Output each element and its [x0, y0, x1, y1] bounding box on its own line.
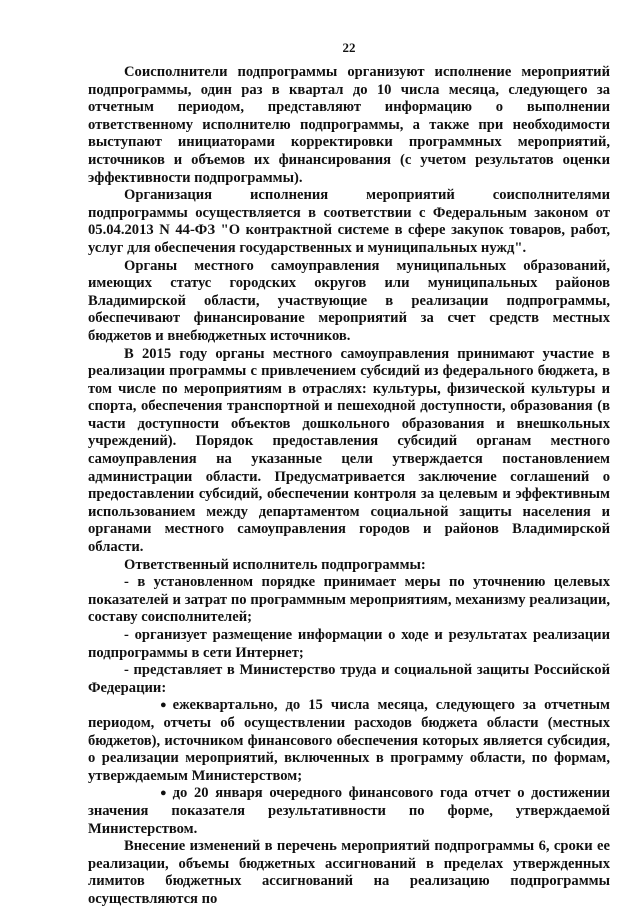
bullet-icon: ● — [160, 787, 167, 800]
page-number: 22 — [342, 40, 356, 55]
paragraph-procurement-law: Организация исполнения мероприятий соисполнителями подпрограммы осуществляется в соответствии с Федеральным законом от 05.04.2013 N 44-ФЗ "О контрактной системе в сфере закупок товаров, работ, услуг для обеспечения государственных и муниципальных нужд". — [88, 187, 610, 256]
paragraph-duty-targets: - в установленном порядке принимает меры по уточнению целевых показателей и затрат по программным мероприятиям, механизму реализации, составу соисполнителей; — [88, 574, 610, 626]
paragraph-local-government-funding: Органы местного самоуправления муниципальных образований, имеющих статус городских округов или муниципальных районов Владимирской области, участвующие в реализации подпрограммы, обеспечивают финансирование мероприятий за счет средств местных бюджетов и внебюджетных источников. — [88, 257, 610, 344]
bullet-item-text: ежеквартально, до 15 числа месяца, следующего за отчетным периодом, отчеты об осуществлении расходов бюджета области (местных бюджетов), источником финансового обеспечения которых является субсидия, о реализации мероприятий, включенных в программу области, по формам, утверждаемым Министерством; — [88, 697, 610, 784]
bullet-item-quarterly-report — [88, 697, 610, 785]
document-body — [88, 64, 610, 909]
paragraph-duty-ministry: - представляет в Министерство труда и социальной защиты Российской Федерации: — [88, 662, 610, 696]
paragraph-federal-subsidies-2015: В 2015 году органы местного самоуправления принимают участие в реализации программы с привлечением субсидий из федерального бюджета, в том числе по мероприятиям в отраслях: культуры, физической культуры и спорта, обеспечения транспортной и пешеходной доступности, образования (в части доступности объектов дошкольного образования и внешкольных учреждений). Порядок предоставления субсидий органам местного самоуправления на указанные цели утверждается постановлением администрации области. Предусматривается заключение соглашений о предоставлении субсидий, обеспечении контроля за целевым и эффективным использованием между департаментом социальной защиты населения и органами местного самоуправления городов и районов Владимирской области. — [88, 345, 610, 556]
paragraph-duty-internet: - организует размещение информации о ходе и результатах реализации подпрограммы в сети Интернет; — [88, 627, 610, 661]
bullet-item-annual-report — [88, 785, 610, 838]
paragraph-amendments: Внесение изменений в перечень мероприятий подпрограммы 6, сроки ее реализации, объемы бюджетных ассигнований в пределах утвержденных лимитов бюджетных ассигнований на реализацию подпрограммы осуществляются по — [88, 838, 610, 907]
bullet-item-text: до 20 января очередного финансового года отчет о достижении значения показателя результативности по форме, утверждаемой Министерством. — [88, 785, 610, 837]
paragraph-responsible-executor: Ответственный исполнитель подпрограммы: — [124, 556, 426, 573]
paragraph-coexecutors: Соисполнители подпрограммы организуют исполнение мероприятий подпрограммы, один раз в квартал до 10 числа месяца, следующего за отчетным периодом, представляют информацию о выполнении ответственному исполнителю подпрограммы, а также при необходимости выступают инициаторами корректировки программных мероприятий, источников и объемов их финансирования (с учетом результатов оценки эффективности подпрограммы). — [88, 64, 610, 186]
bullet-icon: ● — [160, 699, 167, 712]
